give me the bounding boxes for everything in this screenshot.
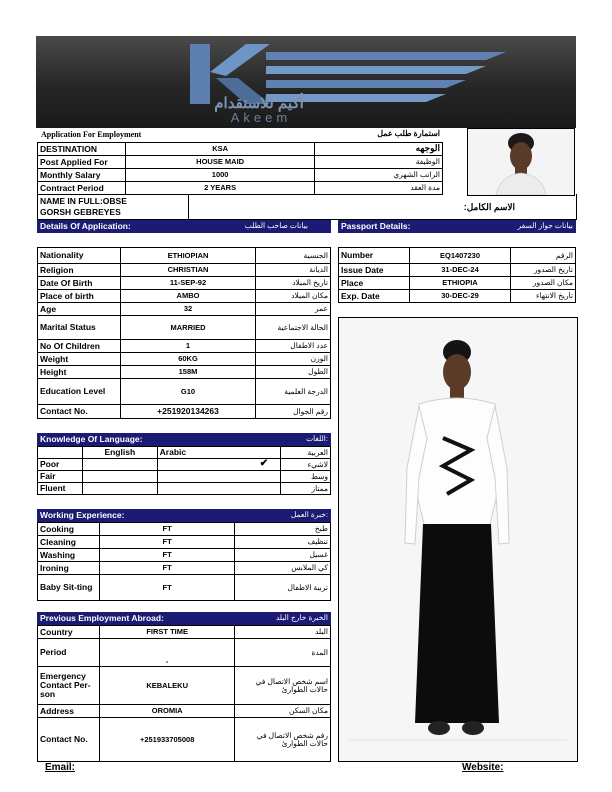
poor-label-arabic: لاشيء xyxy=(281,459,331,471)
expiry-date-label: Exp. Date xyxy=(339,290,410,303)
form-title: Application For Employment xyxy=(41,130,142,139)
destination-value: KSA xyxy=(125,143,314,156)
contract-value: 2 YEARS xyxy=(125,182,314,195)
cleaning-label: Cleaning xyxy=(38,536,100,549)
table-row xyxy=(38,143,443,156)
washing-value: FT xyxy=(99,549,234,562)
table-row xyxy=(38,471,331,483)
table-row xyxy=(38,182,443,195)
application-details-title-arabic: بيانات صاحب الطلب xyxy=(244,221,308,230)
experience-header xyxy=(37,509,331,522)
table-row xyxy=(38,264,331,277)
portrait-icon xyxy=(468,129,574,195)
table-row xyxy=(38,340,331,353)
form-title-arabic: استمارة طلب عمل xyxy=(377,129,440,138)
arabic-column-header: Arabic xyxy=(157,447,280,459)
age-label-arabic: عمر xyxy=(256,303,331,316)
cooking-label: Cooking xyxy=(38,523,100,536)
logo-arabic-name: أكيم للاستقدام xyxy=(214,95,304,112)
birthplace-label: Place of birth xyxy=(38,290,121,303)
ironing-label: Ironing xyxy=(38,562,100,575)
nationality-value: ETHIOPIAN xyxy=(120,248,256,264)
full-name-value-box xyxy=(189,194,577,220)
language-table xyxy=(37,446,331,495)
language-title-arabic: اللغات: xyxy=(306,434,328,443)
issue-place-label: Place xyxy=(339,277,410,290)
language-header xyxy=(37,433,331,446)
fair-arabic-value xyxy=(157,471,280,483)
table-row xyxy=(38,156,443,169)
table-row xyxy=(38,353,331,366)
poor-english-value xyxy=(82,459,157,471)
table-row xyxy=(339,248,576,264)
application-info-table xyxy=(37,142,443,195)
cleaning-value: FT xyxy=(99,536,234,549)
experience-table xyxy=(37,522,331,601)
experience-title: Working Experience: xyxy=(40,510,125,520)
height-label: Height xyxy=(38,366,121,379)
table-row xyxy=(339,290,576,303)
experience-title-arabic: خبرة العمل: xyxy=(290,510,328,519)
fair-label-arabic: وسط xyxy=(281,471,331,483)
destination-label-arabic: الوجهه xyxy=(315,143,443,156)
period-label-arabic: المدة xyxy=(235,639,331,667)
poor-arabic-checkmark-icon: ✔ xyxy=(157,459,280,471)
weight-label-arabic: الوزن xyxy=(256,353,331,366)
salary-label: Monthly Salary xyxy=(38,169,126,182)
language-title: Knowledge Of Language: xyxy=(40,434,143,444)
dob-label-arabic: تاريخ الميلاد xyxy=(256,277,331,290)
country-label-arabic: البلد xyxy=(235,626,331,639)
emergency-contact-value: KEBALEKU xyxy=(99,667,234,705)
issue-place-label-arabic: مكان الصدور xyxy=(511,277,576,290)
fluent-english-value xyxy=(82,483,157,495)
table-row xyxy=(38,316,331,340)
email-label: Email: xyxy=(45,762,76,773)
nationality-label-arabic: الجنسية xyxy=(256,248,331,264)
website-label: Website: xyxy=(462,762,504,773)
passport-details-table xyxy=(338,247,576,303)
table-row xyxy=(38,536,331,549)
cleaning-label-arabic: تنظيف xyxy=(235,536,331,549)
issue-date-label: Issue Date xyxy=(339,264,410,277)
fluent-label-arabic: ممتاز xyxy=(281,483,331,495)
religion-label: Religion xyxy=(38,264,121,277)
poor-label: Poor xyxy=(38,459,83,471)
marital-label-arabic: الحالة الاجتماعية xyxy=(256,316,331,340)
weight-label: Weight xyxy=(38,353,121,366)
passport-details-header xyxy=(338,220,576,233)
education-value: G10 xyxy=(120,379,256,405)
issue-date-value: 31-DEC-24 xyxy=(409,264,511,277)
dob-label: Date Of Birth xyxy=(38,277,121,290)
fair-english-value xyxy=(82,471,157,483)
religion-value: CHRISTIAN xyxy=(120,264,256,277)
logo-latin-name: Akeem xyxy=(230,110,292,125)
table-row xyxy=(38,459,331,471)
issue-place-value: ETHIOPIA xyxy=(409,277,511,290)
emergency-phone-label-arabic: رقم شخص الاتصال في حالات الطوارئ xyxy=(235,718,331,762)
destination-label: DESTINATION xyxy=(38,143,126,156)
post-label-arabic: الوظيفة xyxy=(315,156,443,169)
table-row xyxy=(38,549,331,562)
table-row xyxy=(38,290,331,303)
height-value: 158M xyxy=(120,366,256,379)
table-row xyxy=(38,523,331,536)
language-corner-cell xyxy=(38,447,83,459)
post-value: HOUSE MAID xyxy=(125,156,314,169)
table-row xyxy=(339,277,576,290)
religion-label-arabic: الديانة xyxy=(256,264,331,277)
birthplace-value: AMBO xyxy=(120,290,256,303)
table-row xyxy=(339,264,576,277)
emergency-contact-label: Emergency Contact Per-son xyxy=(38,667,100,705)
contact-label-arabic: رقم الجوال xyxy=(256,405,331,419)
passport-number-label-arabic: الرقم xyxy=(511,248,576,264)
marital-label: Marital Status xyxy=(38,316,121,340)
table-row xyxy=(38,169,443,182)
education-label-arabic: الدرجة العلمية xyxy=(256,379,331,405)
passport-number-label: Number xyxy=(339,248,410,264)
passport-number-value: EQ1407230 xyxy=(409,248,511,264)
cooking-value: FT xyxy=(99,523,234,536)
education-label: Education Level xyxy=(38,379,121,405)
table-row xyxy=(38,626,331,639)
salary-value: 1000 xyxy=(125,169,314,182)
age-label: Age xyxy=(38,303,121,316)
arabic-column-header-arabic: العربية xyxy=(281,447,331,459)
abroad-header xyxy=(37,612,331,625)
table-row xyxy=(38,277,331,290)
abroad-title-arabic: الخبرة خارج البلد xyxy=(275,613,328,622)
country-label: Country xyxy=(38,626,100,639)
expiry-date-value: 30-DEC-29 xyxy=(409,290,511,303)
fluent-arabic-value xyxy=(157,483,280,495)
emergency-phone-label: Contact No. xyxy=(38,718,100,762)
ironing-label-arabic: كي الملابس xyxy=(235,562,331,575)
passport-details-title: Passport Details: xyxy=(341,221,411,231)
fluent-label: Fluent xyxy=(38,483,83,495)
table-row xyxy=(38,705,331,718)
table-row xyxy=(38,366,331,379)
table-row xyxy=(38,562,331,575)
fair-label: Fair xyxy=(38,471,83,483)
nationality-label: Nationality xyxy=(38,248,121,264)
english-column-header: English xyxy=(82,447,157,459)
washing-label: Washing xyxy=(38,549,100,562)
table-row xyxy=(38,575,331,601)
abroad-table xyxy=(37,625,331,762)
expiry-date-label-arabic: تاريخ الانتهاء xyxy=(511,290,576,303)
children-label-arabic: عدد الاطفال xyxy=(256,340,331,353)
table-row xyxy=(38,405,331,419)
cooking-label-arabic: طبخ xyxy=(235,523,331,536)
table-row xyxy=(38,248,331,264)
issue-date-label-arabic: تاريخ الصدور xyxy=(511,264,576,277)
dob-value: 11-SEP-92 xyxy=(120,277,256,290)
table-row xyxy=(38,379,331,405)
weight-value: 60KG xyxy=(120,353,256,366)
height-label-arabic: الطول xyxy=(256,366,331,379)
babysitting-label: Baby Sit-ting xyxy=(38,575,100,601)
application-details-table xyxy=(37,247,331,419)
address-label-arabic: مكان السكن xyxy=(235,705,331,718)
table-row xyxy=(38,718,331,762)
abroad-title: Previous Employment Abroad: xyxy=(40,613,164,623)
contract-label: Contract Period xyxy=(38,182,126,195)
address-value: OROMIA xyxy=(99,705,234,718)
emergency-contact-label-arabic: اسم شخص الاتصال في حالات الطوارئ xyxy=(235,667,331,705)
washing-label-arabic: غسيل xyxy=(235,549,331,562)
full-name-label-arabic: الاسم الكامل: xyxy=(463,202,515,212)
address-label: Address xyxy=(38,705,100,718)
country-value: FIRST TIME xyxy=(99,626,234,639)
babysitting-value: FT xyxy=(99,575,234,601)
applicant-portrait-photo xyxy=(467,128,575,196)
table-row xyxy=(38,303,331,316)
salary-label-arabic: الراتب الشهري xyxy=(315,169,443,182)
table-row xyxy=(38,639,331,667)
contact-label: Contact No. xyxy=(38,405,121,419)
children-label: No Of Children xyxy=(38,340,121,353)
table-row xyxy=(38,483,331,495)
ironing-value: FT xyxy=(99,562,234,575)
marital-value: MARRIED xyxy=(120,316,256,340)
full-name-label: NAME IN FULL:OBSE GORSH GEBREYES xyxy=(40,196,127,218)
contact-value: +251920134263 xyxy=(120,405,256,419)
birthplace-label-arabic: مكان الميلاد xyxy=(256,290,331,303)
table-row xyxy=(38,667,331,705)
period-value: - xyxy=(99,639,234,667)
table-row xyxy=(38,447,331,459)
period-label: Period xyxy=(38,639,100,667)
applicant-full-length-photo xyxy=(338,317,578,762)
passport-details-title-arabic: بيانات جواز السفر xyxy=(517,221,573,230)
post-label: Post Applied For xyxy=(38,156,126,169)
age-value: 32 xyxy=(120,303,256,316)
application-details-header xyxy=(37,220,331,233)
babysitting-label-arabic: تربية الاطفال xyxy=(235,575,331,601)
contract-label-arabic: مدة العقد xyxy=(315,182,443,195)
application-details-title: Details Of Application: xyxy=(40,221,131,231)
full-length-portrait-icon xyxy=(339,318,577,761)
company-banner xyxy=(36,36,576,128)
emergency-phone-value: +251933705008 xyxy=(99,718,234,762)
children-value: 1 xyxy=(120,340,256,353)
